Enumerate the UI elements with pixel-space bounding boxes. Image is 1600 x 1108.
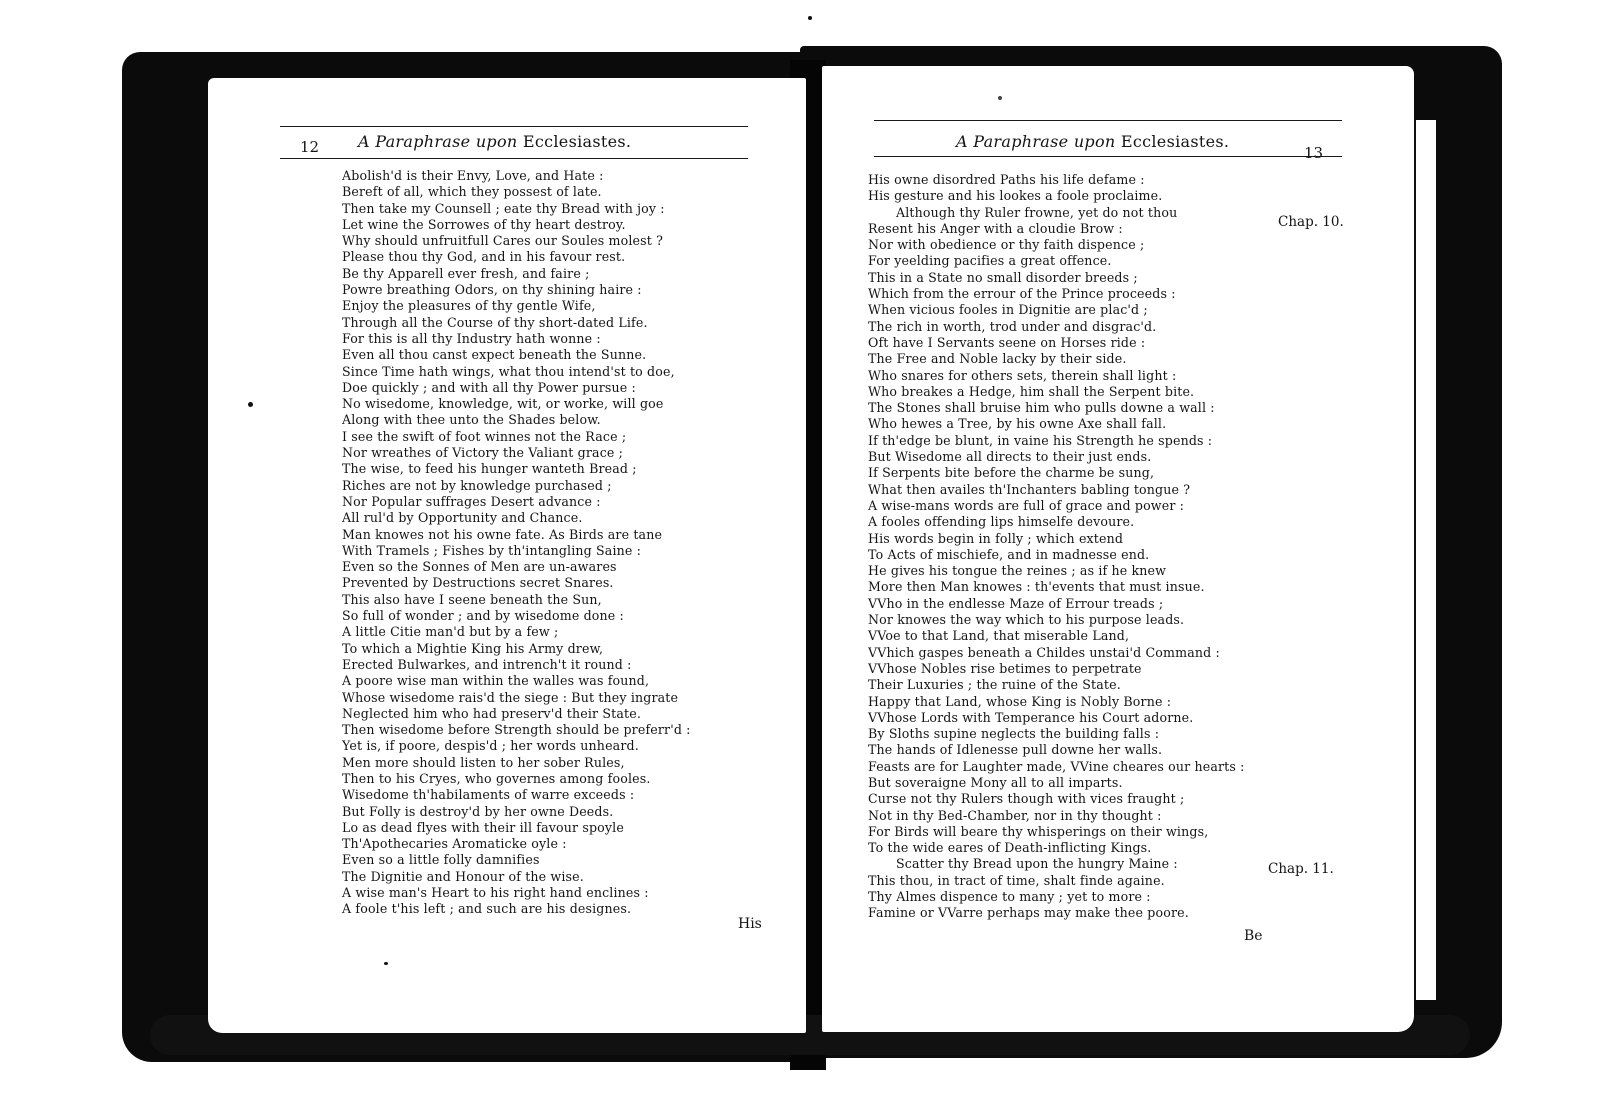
verse-line: All rul'd by Opportunity and Chance. (342, 510, 583, 526)
verse-line: Riches are not by knowledge purchased ; (342, 477, 612, 493)
verse-line: Nor with obedience or thy faith dispence ; (868, 237, 1145, 253)
verse-line: Men more should listen to her sober Rules, (342, 754, 625, 770)
verse-line: Even so a little folly damnifies (342, 852, 540, 868)
verse-line: Yet is, if poore, despis'd ; her words unheard. (342, 738, 639, 754)
running-head (358, 132, 746, 151)
verse-line: Famine or VVarre perhaps may make thee poore. (868, 905, 1189, 921)
verse-line: This also have I seene beneath the Sun, (342, 591, 602, 607)
verse-line: The Free and Noble lacky by their side. (868, 351, 1127, 367)
verse-line: Erected Bulwarkes, and intrench't it round : (342, 656, 632, 672)
verse-text (342, 168, 691, 918)
verse-line: Who snares for others sets, therein shall light : (868, 367, 1177, 383)
marginal-note-chap-10: Chap. 10. (1278, 214, 1344, 230)
verse-line: If th'edge be blunt, in vaine his Strength he spends : (868, 432, 1213, 448)
verse-line: Whose wisedome rais'd the siege : But they ingrate (342, 689, 679, 705)
verse-line: Abolish'd is their Envy, Love, and Hate : (342, 168, 604, 183)
verse-line: This in a State no small disorder breeds ; (868, 269, 1138, 285)
verse-line: What then availes th'Inchanters babling tongue ? (868, 481, 1191, 497)
verse-line: Even all thou canst expect beneath the Sunne. (342, 347, 647, 363)
verse-line: VVhose Lords with Temperance his Court adorne. (868, 709, 1194, 725)
verse-line: Happy that Land, whose King is Nobly Borne : (868, 693, 1172, 709)
verse-line: Which from the errour of the Prince proceeds : (868, 286, 1176, 302)
verse-line: Although thy Ruler frowne, yet do not thou (896, 204, 1178, 220)
verse-line: The wise, to feed his hunger wanteth Bread ; (342, 461, 637, 477)
verse-line: Who hewes a Tree, by his owne Axe shall fall. (868, 416, 1167, 432)
verse-line: This thou, in tract of time, shalt finde againe. (868, 872, 1165, 888)
verse-line: Powre breathing Odors, on thy shining haire : (342, 282, 642, 298)
verse-line: The hands of Idlenesse pull downe her walls. (868, 742, 1163, 758)
verse-line: Prevented by Destructions secret Snares. (342, 575, 614, 591)
show-through (356, 930, 361, 943)
verse-line: His words begin in folly ; which extend (868, 530, 1124, 546)
verse-line: Enjoy the pleasures of thy gentle Wife, (342, 298, 596, 314)
verse-line: Wisedome th'habilaments of warre exceeds : (342, 787, 635, 803)
verse-line: Along with thee unto the Shades below. (342, 412, 601, 428)
page-number: 12 (300, 138, 320, 156)
verse-line: Doe quickly ; and with all thy Power pursue : (342, 379, 636, 395)
verse-line: Be thy Apparell ever fresh, and faire ; (342, 265, 590, 281)
verse-line: But Wisedome all directs to their just ends. (868, 449, 1152, 465)
scan-speck (384, 962, 388, 965)
verse-line: Why should unfruitfull Cares our Soules molest ? (342, 233, 664, 249)
verse-line: Feasts are for Laughter made, VVine cheares our hearts : (868, 758, 1245, 774)
running-head-prefix: A Paraphrase upon (358, 132, 518, 151)
verse-line: VVhose Nobles rise betimes to perpetrate (868, 660, 1142, 676)
verse-line: So full of wonder ; and by wisedome done : (342, 608, 624, 624)
running-head-prefix: A Paraphrase upon (956, 132, 1116, 151)
verse-line: For yeelding pacifies a great offence. (868, 253, 1112, 269)
head-rule-top (280, 126, 748, 127)
verse-line: A wise-mans words are full of grace and power : (868, 497, 1185, 513)
left-page (208, 78, 806, 1033)
running-head-book: Ecclesiastes. (1120, 132, 1230, 151)
head-rule-bottom (280, 158, 748, 159)
verse-line: A poore wise man within the walles was found, (342, 673, 650, 689)
verse-line: With Tramels ; Fishes by th'intangling Saine : (342, 542, 642, 558)
verse-line: Their Luxuries ; the ruine of the State. (868, 677, 1121, 693)
page-number: 13 (1304, 144, 1324, 162)
verse-line: Scatter thy Bread upon the hungry Maine : (896, 856, 1178, 872)
verse-line: His gesture and his lookes a foole proclaime. (868, 188, 1163, 204)
marginal-note-chap-11: Chap. 11. (1268, 861, 1334, 877)
catchword: Be (1244, 928, 1263, 944)
verse-line: Man knowes not his owne fate. As Birds are tane (342, 526, 663, 542)
verse-line: Not in thy Bed-Chamber, nor in thy thought : (868, 807, 1162, 823)
verse-line: Lo as dead flyes with their ill favour spoyle (342, 819, 624, 835)
head-rule-bottom (874, 156, 1342, 157)
verse-line: Then wisedome before Strength should be preferr'd : (342, 722, 691, 738)
right-page (822, 66, 1414, 1032)
verse-line: When vicious fooles in Dignitie are plac'd ; (868, 302, 1148, 318)
verse-line: The Stones shall bruise him who pulls downe a wall : (868, 400, 1215, 416)
verse-line: Bereft of all, which they possest of late. (342, 184, 602, 200)
verse-line: To the wide eares of Death-inflicting Kings. (868, 840, 1152, 856)
verse-line: By Sloths supine neglects the building falls : (868, 726, 1160, 742)
verse-line: His owne disordred Paths his life defame : (868, 172, 1145, 187)
verse-line: More then Man knowes : th'events that must insue. (868, 579, 1205, 595)
verse-line: He gives his tongue the reines ; as if he knew (868, 563, 1167, 579)
verse-line: Nor wreathes of Victory the Valiant grace ; (342, 445, 624, 461)
page-edge (1414, 120, 1436, 1000)
verse-line: Then take my Counsell ; eate thy Bread with joy : (342, 200, 665, 216)
catchword: His (738, 916, 762, 932)
verse-line: The rich in worth, trod under and disgrac'd. (868, 318, 1157, 334)
verse-line: Nor Popular suffrages Desert advance : (342, 493, 601, 509)
verse-line: If Serpents bite before the charme be sung, (868, 465, 1155, 481)
verse-line: Let wine the Sorrowes of thy heart destroy. (342, 216, 626, 232)
verse-line: A little Citie man'd but by a few ; (342, 624, 559, 640)
verse-line: I see the swift of foot winnes not the Race ; (342, 428, 627, 444)
verse-line: Since Time hath wings, what thou intend'st to doe, (342, 363, 675, 379)
scan-speck (248, 402, 253, 407)
verse-line: Nor knowes the way which to his purpose leads. (868, 612, 1185, 628)
verse-line: Neglected him who had preserv'd their State. (342, 705, 641, 721)
scan-speck (998, 96, 1002, 100)
verse-line: Who breakes a Hedge, him shall the Serpent bite. (868, 383, 1195, 399)
verse-line: For this is all thy Industry hath wonne : (342, 330, 601, 346)
running-head (956, 132, 1274, 151)
verse-line: A wise man's Heart to his right hand enclines : (342, 885, 649, 901)
verse-line: Th'Apothecaries Aromaticke oyle : (342, 836, 567, 852)
verse-line: The Dignitie and Honour of the wise. (342, 868, 584, 884)
verse-line: Even so the Sonnes of Men are un-awares (342, 559, 617, 575)
verse-line: Curse not thy Rulers though with vices fraught ; (868, 791, 1185, 807)
verse-line: Resent his Anger with a cloudie Brow : (868, 220, 1123, 236)
verse-line: Oft have I Servants seene on Horses ride : (868, 334, 1146, 350)
verse-line: VVoe to that Land, that miserable Land, (868, 628, 1130, 644)
verse-line: No wisedome, knowledge, wit, or worke, will goe (342, 396, 664, 412)
verse-line: To which a Mightie King his Army drew, (342, 640, 604, 656)
verse-line: VVhich gaspes beneath a Childes unstai'd Command : (868, 644, 1220, 660)
verse-line: But Folly is destroy'd by her owne Deeds. (342, 803, 614, 819)
verse-line: VVho in the endlesse Maze of Errour treads ; (868, 595, 1164, 611)
verse-line: A fooles offending lips himselfe devoure. (868, 514, 1135, 530)
verse-line: But soveraigne Mony all to all imparts. (868, 774, 1123, 790)
verse-line: Through all the Course of thy short-dated Life. (342, 314, 648, 330)
running-head-book: Ecclesiastes. (522, 132, 632, 151)
verse-line: To Acts of mischiefe, and in madnesse end. (868, 546, 1150, 562)
verse-line: Then to his Cryes, who governes among fooles. (342, 770, 651, 786)
verse-line: For Birds will beare thy whisperings on their wings, (868, 823, 1209, 839)
head-rule-top (874, 120, 1342, 121)
verse-line: Please thou thy God, and in his favour rest. (342, 249, 626, 265)
verse-text (868, 172, 1245, 922)
verse-line: Thy Almes dispence to many ; yet to more : (868, 889, 1151, 905)
scan-speck (808, 16, 812, 20)
verse-line: A foole t'his left ; and such are his designes. (342, 901, 632, 917)
